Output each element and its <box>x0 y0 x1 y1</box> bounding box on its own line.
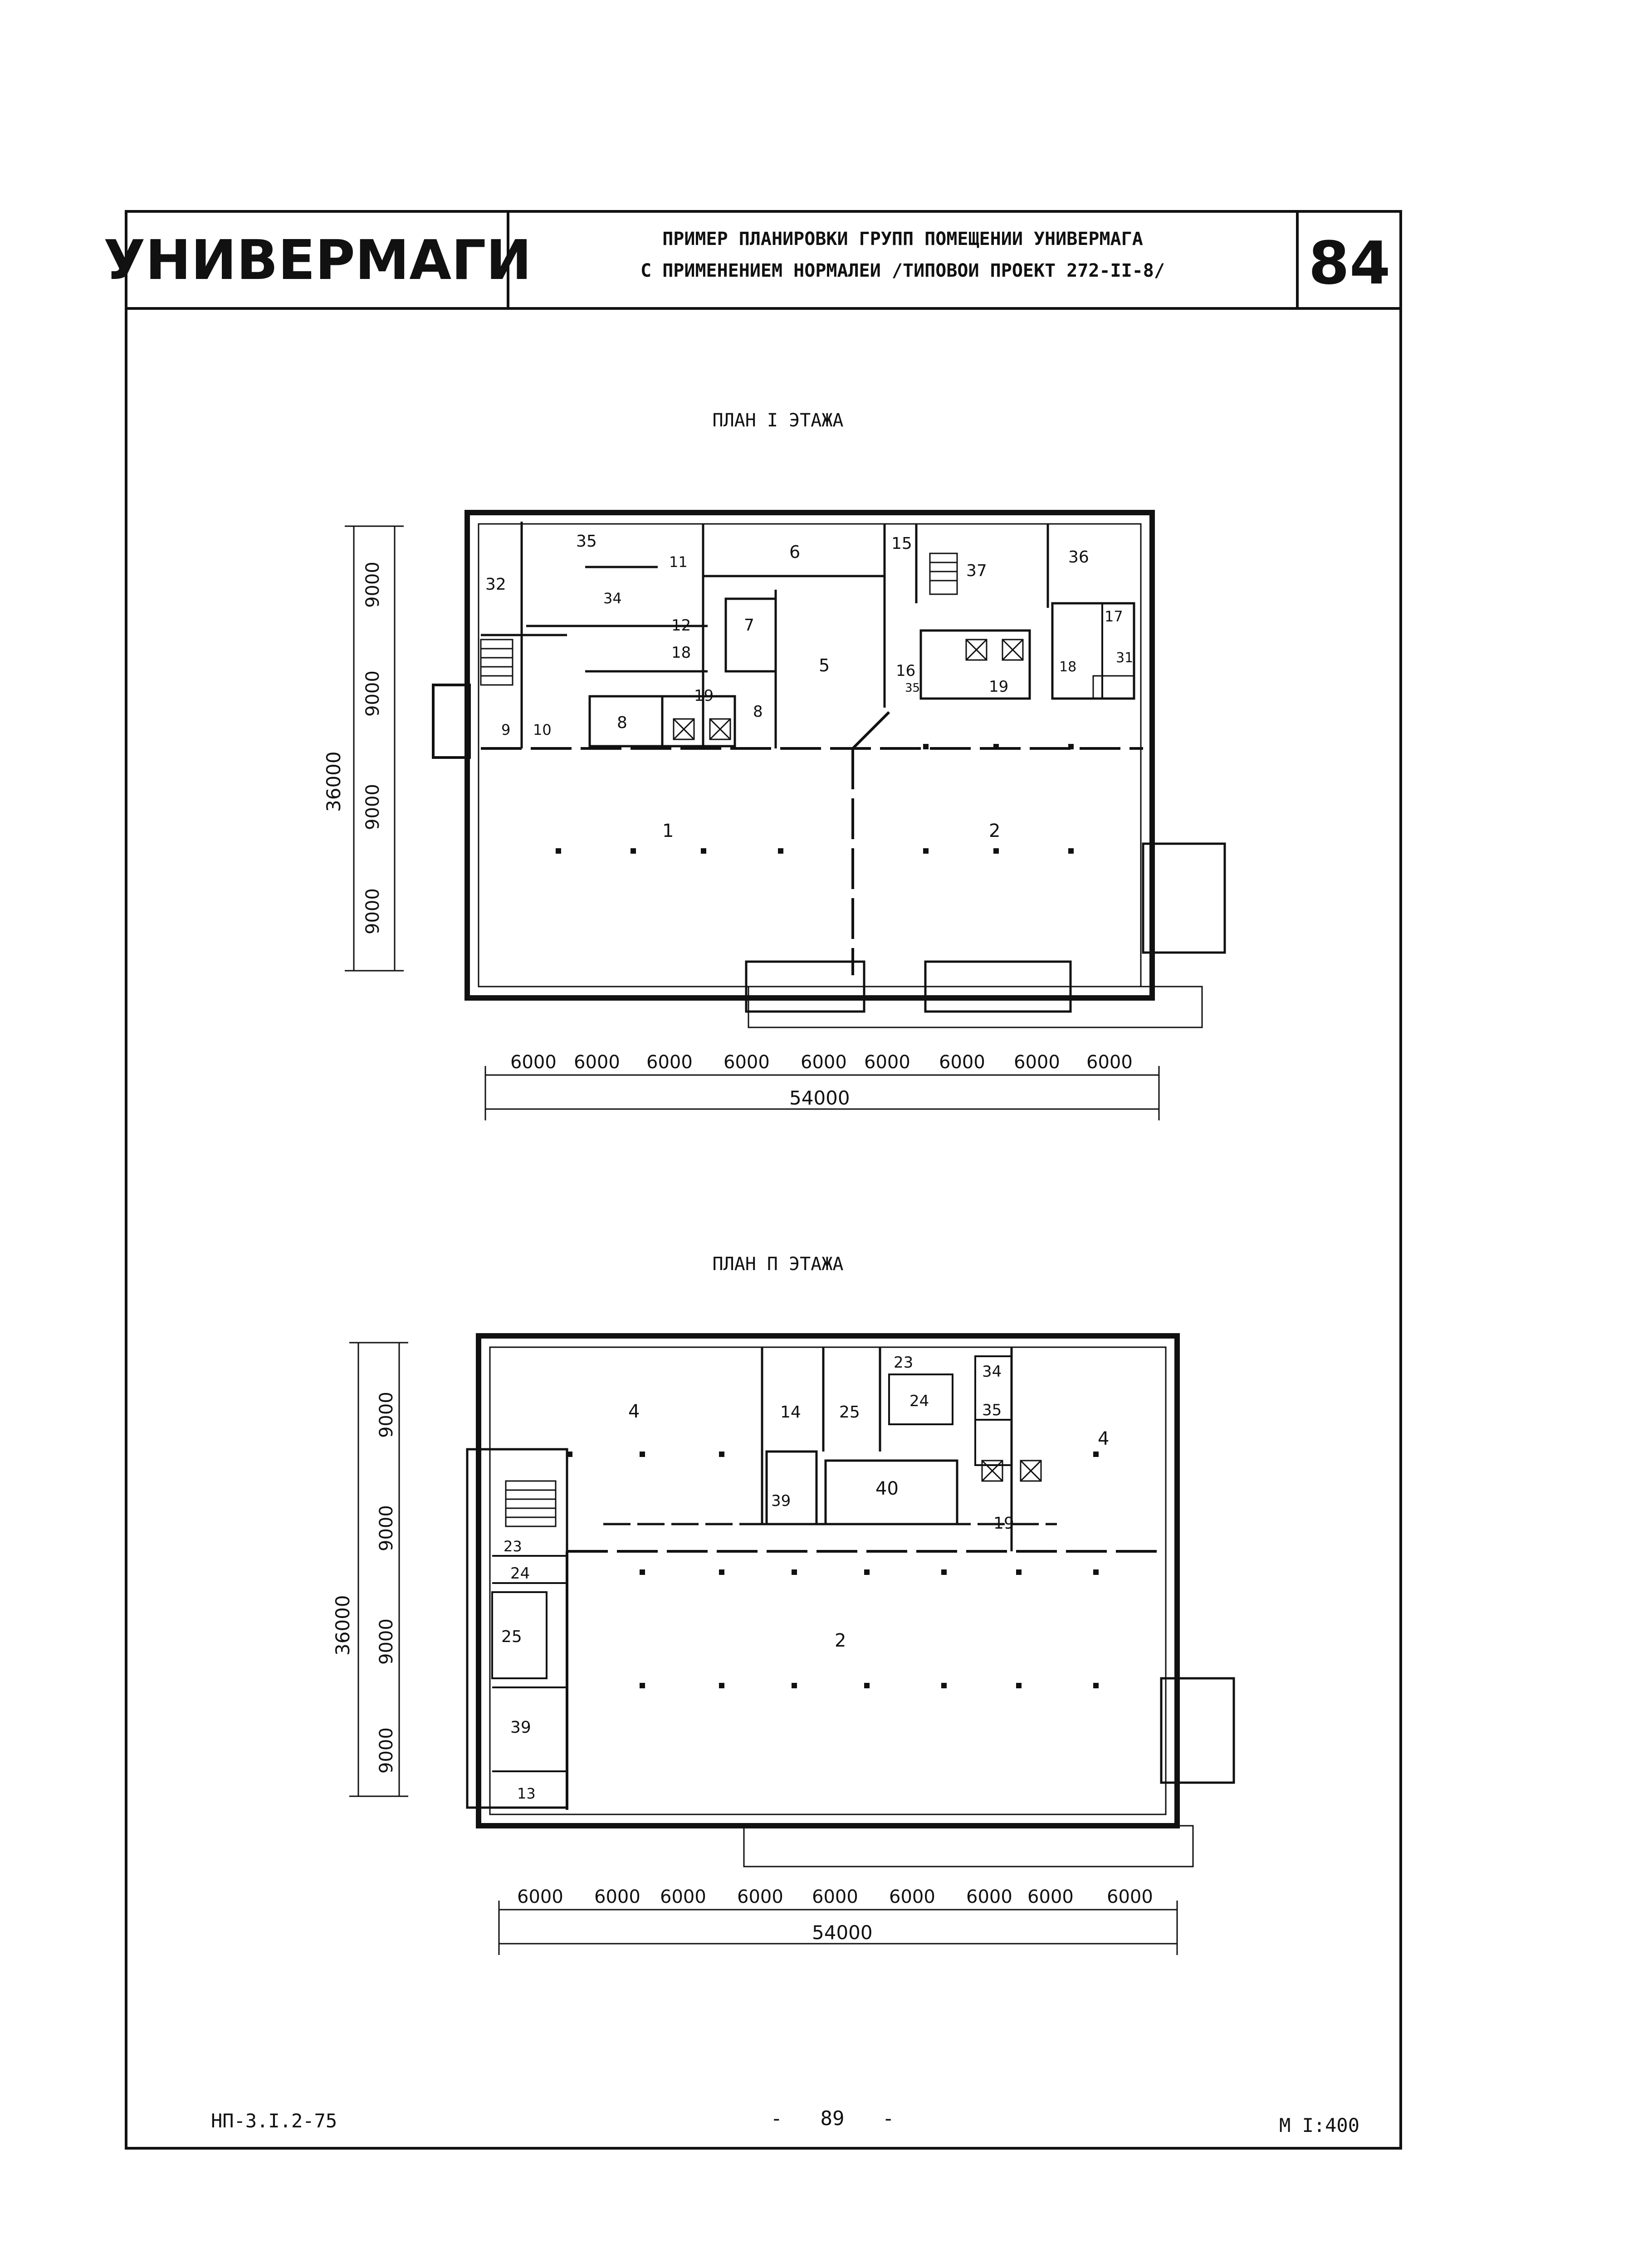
room-label: 19 <box>694 687 714 705</box>
room-label: 34 <box>603 590 622 607</box>
plan2-dim-labels <box>332 1392 1153 1944</box>
svg-text:9000: 9000 <box>362 562 383 608</box>
page-dash-right: - <box>882 2107 895 2130</box>
plan1-room-labels <box>485 532 1133 841</box>
page-dash-left: - <box>770 2107 782 2130</box>
plan1-title: ПЛАН I ЭТАЖА <box>712 410 844 431</box>
room-label: 13 <box>517 1785 536 1802</box>
room-label: 32 <box>485 575 506 594</box>
svg-text:6000: 6000 <box>889 1887 935 1907</box>
plan2-title: ПЛАН П ЭТАЖА <box>712 1254 844 1275</box>
svg-text:6000: 6000 <box>939 1052 985 1073</box>
room-label: 12 <box>671 616 691 635</box>
room-label: 39 <box>510 1718 531 1737</box>
svg-text:36000: 36000 <box>323 751 345 812</box>
svg-text:9000: 9000 <box>376 1505 397 1551</box>
svg-text:6000: 6000 <box>737 1887 783 1907</box>
room-label: 34 <box>982 1363 1002 1381</box>
room-label: 16 <box>896 662 916 680</box>
sheet-number: 84 <box>1308 229 1391 298</box>
svg-text:6000: 6000 <box>660 1887 706 1907</box>
room-label: 24 <box>510 1564 530 1583</box>
room-label: 17 <box>1105 608 1123 625</box>
svg-text:6000: 6000 <box>574 1052 620 1073</box>
svg-text:6000: 6000 <box>1107 1887 1153 1907</box>
room-label: 24 <box>909 1392 929 1410</box>
room-label: 31 <box>1116 650 1134 666</box>
svg-text:9000: 9000 <box>376 1392 397 1438</box>
svg-text:6000: 6000 <box>646 1052 693 1073</box>
room-label: 8 <box>753 703 763 721</box>
svg-text:9000: 9000 <box>362 784 383 830</box>
page-number: 89 <box>820 2107 845 2130</box>
section-title: УНИВЕРМАГИ <box>103 229 532 292</box>
plan1-floor-plan <box>433 513 1225 1027</box>
svg-text:9000: 9000 <box>376 1618 397 1665</box>
room-label: 18 <box>671 644 691 662</box>
room-label: 1 <box>662 821 674 841</box>
document-code: НП-3.I.2-75 <box>211 2110 337 2132</box>
room-label: 15 <box>891 534 912 553</box>
room-label: 10 <box>533 721 552 738</box>
room-label: 25 <box>839 1403 860 1422</box>
sheet-title-line2: С ПРИМЕНЕНИЕМ НОРМАЛЕИ /ТИПОВОИ ПРОЕКТ 272-II-8/ <box>640 260 1165 281</box>
drawing-scale: М I:400 <box>1279 2114 1360 2136</box>
svg-text:54000: 54000 <box>812 1921 873 1944</box>
svg-text:6000: 6000 <box>801 1052 847 1073</box>
plan2-outer-wall <box>479 1336 1177 1826</box>
svg-text:6000: 6000 <box>966 1887 1012 1907</box>
room-label: 25 <box>501 1628 522 1646</box>
room-label: 39 <box>771 1492 791 1510</box>
svg-text:6000: 6000 <box>864 1052 910 1073</box>
room-label: 4 <box>1098 1428 1110 1449</box>
room-label: 37 <box>966 562 987 580</box>
room-label: 36 <box>1068 548 1089 567</box>
svg-text:6000: 6000 <box>724 1052 770 1073</box>
svg-text:54000: 54000 <box>789 1087 850 1109</box>
room-label: 2 <box>989 821 1001 841</box>
room-label: 23 <box>894 1354 914 1372</box>
sheet-title-line1: ПРИМЕР ПЛАНИРОВКИ ГРУПП ПОМЕЩЕНИИ УНИВЕРМАГА <box>662 229 1143 249</box>
room-label: 23 <box>504 1538 522 1555</box>
svg-text:6000: 6000 <box>517 1887 563 1907</box>
room-label: 35 <box>905 681 920 695</box>
svg-text:6000: 6000 <box>594 1887 640 1907</box>
header-block <box>103 211 1401 308</box>
room-label: 11 <box>669 553 688 571</box>
room-label: 18 <box>1059 659 1077 675</box>
svg-text:6000: 6000 <box>1014 1052 1060 1073</box>
room-label: 5 <box>819 655 830 675</box>
plan1-outer-wall <box>467 513 1152 998</box>
svg-text:36000: 36000 <box>332 1595 354 1656</box>
svg-text:6000: 6000 <box>1086 1052 1133 1073</box>
room-label: 14 <box>780 1403 801 1422</box>
room-label: 4 <box>628 1401 640 1422</box>
room-label: 7 <box>744 616 754 635</box>
room-label: 6 <box>789 542 801 562</box>
room-label: 2 <box>835 1630 846 1651</box>
room-label: 19 <box>989 678 1009 696</box>
svg-text:9000: 9000 <box>362 670 383 717</box>
svg-text:6000: 6000 <box>812 1887 858 1907</box>
svg-text:9000: 9000 <box>362 888 383 934</box>
footer <box>211 2107 1359 2136</box>
svg-text:6000: 6000 <box>510 1052 557 1073</box>
svg-text:6000: 6000 <box>1027 1887 1074 1907</box>
room-label: 35 <box>982 1401 1002 1419</box>
room-label: 35 <box>576 532 597 551</box>
room-label: 40 <box>875 1478 899 1499</box>
svg-text:9000: 9000 <box>376 1727 397 1774</box>
sheet-frame <box>126 211 1401 2148</box>
plan2-room-labels <box>501 1354 1109 1802</box>
room-label: 19 <box>993 1514 1014 1533</box>
room-label: 9 <box>501 721 511 738</box>
room-label: 8 <box>617 714 627 732</box>
